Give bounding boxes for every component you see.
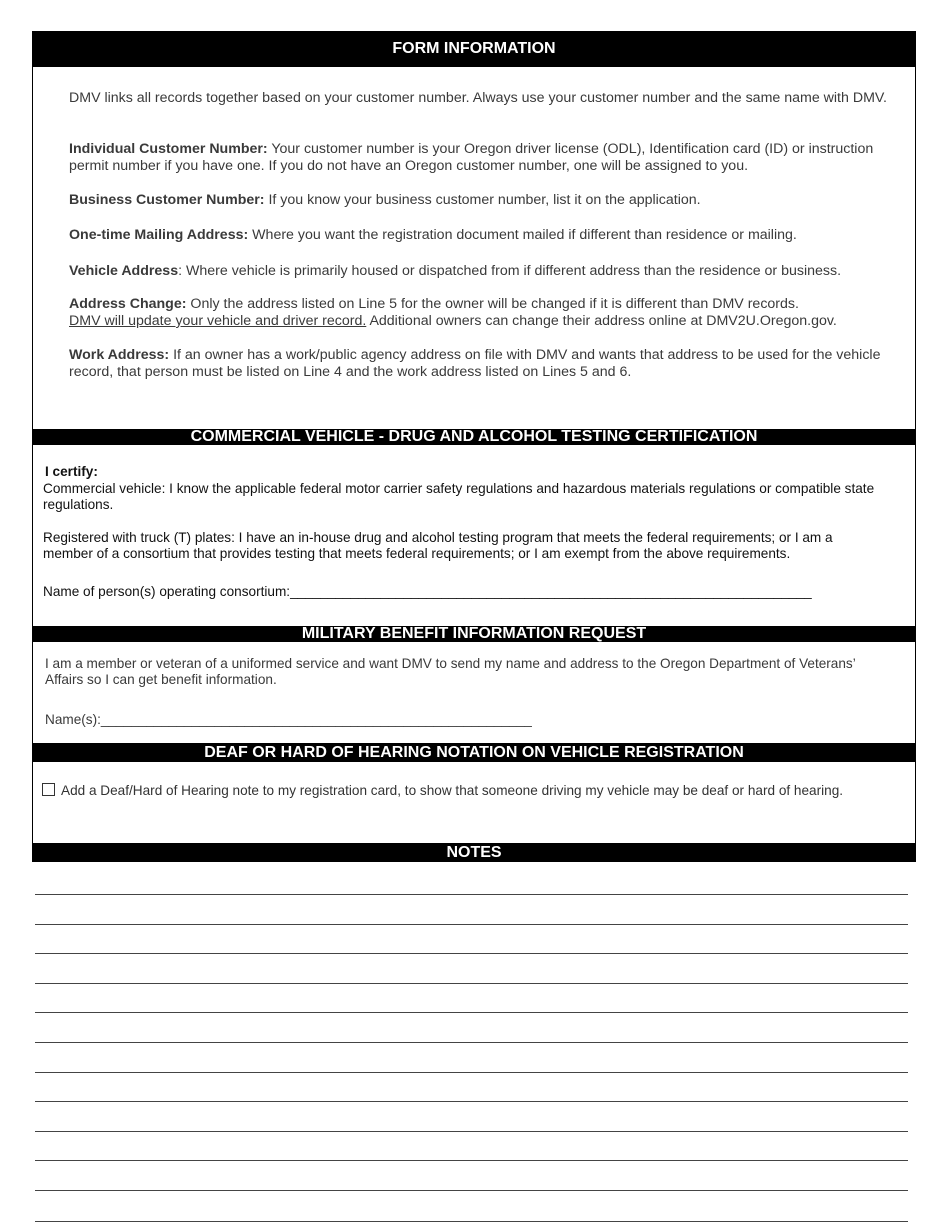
notes-line[interactable] (35, 894, 908, 895)
truck-plates-statement: Registered with truck (T) plates: I have an in-house drug and alcohol testing program that meets the federal requirements; or I am a member of a consortium that provides testing that meets federal requirements; or I am exempt from the above requirements. (43, 530, 833, 561)
vehicle-address-text: : Where vehicle is primarily housed or dispatched from if different address than the residence or business. (178, 263, 842, 279)
i-certify: I certify: (45, 464, 98, 479)
notes-line[interactable] (35, 1101, 908, 1102)
work-address (69, 347, 889, 381)
work-address-label: Work Address: (69, 347, 170, 363)
address-change-text2: Additional owners can change their address online at DMV2U.Oregon.gov. (366, 313, 837, 329)
business-customer-number (69, 192, 889, 209)
individual-label: Individual Customer Number: (69, 141, 268, 157)
onetime-label: One-time Mailing Address: (69, 227, 249, 243)
individual-customer-number (69, 141, 889, 175)
address-change (69, 296, 889, 330)
individual-text: Your customer number is your Oregon driver license (ODL), Identification card (ID) or instruction permit number if you have one. If you do not have an Oregon customer number, one will be assigned to you. (69, 141, 874, 174)
military-statement: I am a member or veteran of a uniformed service and want DMV to send my name and address to the Oregon Department of Veterans’ Affairs so I can get benefit information. (45, 656, 856, 687)
business-label: Business Customer Number: (69, 192, 265, 208)
vehicle-address-label: Vehicle Address (69, 263, 179, 279)
commercial-vehicle-header: COMMERCIAL VEHICLE - DRUG AND ALCOHOL TESTING CERTIFICATION (32, 429, 916, 445)
notes-line[interactable] (35, 1012, 908, 1013)
work-address-text: If an owner has a work/public agency address on file with DMV and wants that address to be used for the vehicle record, that person must be listed on Line 4 and the work address listed on Lines 5 and 6. (69, 347, 881, 380)
deaf-notation-label: Add a Deaf/Hard of Hearing note to my registration card, to show that someone driving my vehicle may be deaf or hard of hearing. (61, 783, 844, 798)
notes-line[interactable] (35, 953, 908, 954)
notes-line[interactable] (35, 1190, 908, 1191)
deaf-notation-option (42, 783, 843, 798)
notes-line[interactable] (35, 1042, 908, 1043)
address-change-label: Address Change: (69, 296, 187, 312)
intro-text: DMV links all records together based on your customer number. Always use your customer number and the same name with DMV. (69, 90, 887, 106)
notes-line[interactable] (35, 1160, 908, 1161)
notes-header: NOTES (32, 843, 916, 862)
notes-line[interactable] (35, 983, 908, 984)
military-benefit-header: MILITARY BENEFIT INFORMATION REQUEST (32, 626, 916, 642)
one-time-mailing-address (69, 227, 889, 244)
deaf-notation-header: DEAF OR HARD OF HEARING NOTATION ON VEHICLE REGISTRATION (32, 743, 916, 762)
consortium-name-field[interactable]: Name of person(s) operating consortium:_____________________________________________________________________ (43, 584, 812, 599)
address-change-text: Only the address listed on Line 5 for the owner will be changed if it is different than DMV records. (186, 296, 799, 312)
deaf-notation-box (32, 762, 916, 843)
notes-line[interactable] (35, 924, 908, 925)
onetime-text: Where you want the registration document mailed if different than residence or mailing. (248, 227, 797, 243)
form-information-header: FORM INFORMATION (32, 31, 916, 67)
business-text: If you know your business customer number, list it on the application. (264, 192, 701, 208)
military-names-field[interactable]: Name(s):_________________________________________________________ (45, 712, 532, 727)
address-change-underlined: DMV will update your vehicle and driver record. (69, 313, 367, 329)
notes-line[interactable] (35, 1131, 908, 1132)
notes-line[interactable] (35, 1072, 908, 1073)
vehicle-address (69, 263, 899, 280)
notes-line[interactable] (35, 1221, 908, 1222)
commercial-vehicle-statement: Commercial vehicle: I know the applicable federal motor carrier safety regulations and hazardous materials regulations or compatible state regulations. (43, 481, 875, 512)
deaf-notation-checkbox[interactable] (42, 783, 55, 796)
